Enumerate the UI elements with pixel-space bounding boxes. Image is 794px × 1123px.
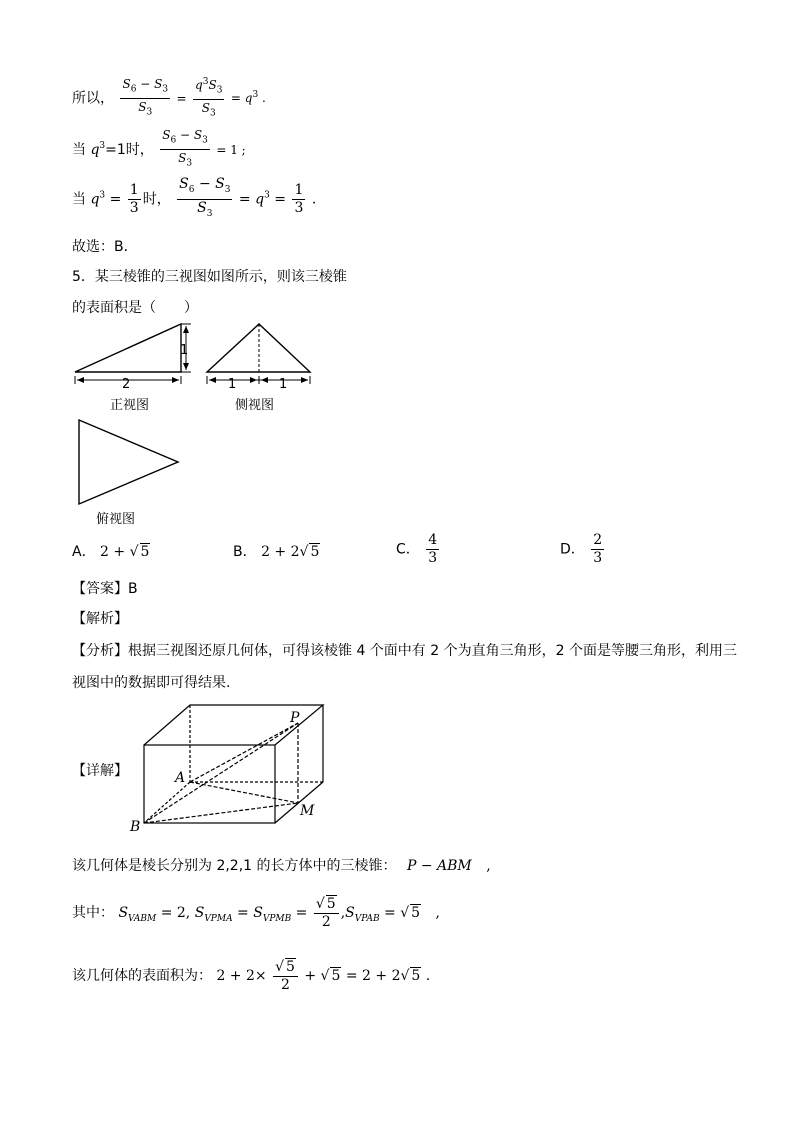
answer-line: 【答案】B: [72, 581, 138, 597]
side-view-label: 侧视图: [235, 398, 275, 413]
three-view-figure: [60, 318, 330, 533]
option-a-letter: A．: [72, 544, 96, 560]
solution-line-c-text: 该几何体的表面积为：: [72, 968, 212, 984]
fraction: $\frac{1}{3}$: [294, 181, 304, 216]
option-b-text: 2 + 2: [261, 544, 300, 560]
solution-line-a: 该几何体是棱长分别为 2,2,1 的长方体中的三棱锥： P − ABM ,: [72, 858, 491, 874]
side-left-label: 1: [228, 377, 237, 392]
option-a-text: 2 +: [100, 544, 130, 560]
fraction: $\frac{S_6 - S_3}{S_3}$: [122, 76, 169, 118]
line-case-1-mid: =1时，: [105, 141, 154, 158]
vertex-label-a: A: [175, 770, 186, 786]
solution-line-c: 该几何体的表面积为： 2 + 2× $\frac{√ 5}{2}$ + √ 5 = 2 + 2√ 5 .: [72, 959, 431, 993]
option-d-numerator: 2: [593, 532, 603, 548]
line-so: 所以， $\frac{S_6 - S_3}{S_3}$ = $\frac{q^3S_3}{S_3}$ = $q^3$ .: [72, 74, 266, 123]
solution-line-b-text: 其中：: [72, 905, 114, 921]
top-view: [79, 420, 178, 504]
solution-line-a-text: 该几何体是棱长分别为 2,2,1 的长方体中的三棱锥：: [72, 858, 397, 874]
line-case-2-mid: 时，: [142, 191, 171, 208]
fraction: $\frac{√ 5}{2}$: [314, 895, 339, 931]
vertex-label-m: M: [300, 803, 315, 819]
option-c-numerator: 4: [428, 532, 438, 548]
vertex-label-b: B: [130, 819, 141, 835]
side-right-label: 1: [279, 377, 288, 392]
fraction: $\frac{S_6 - S_3}{S_3}$: [179, 176, 231, 219]
line-case-1-prefix: 当: [72, 141, 86, 158]
fraction: $\frac{q^3S_3}{S_3}$: [193, 74, 224, 123]
option-d[interactable]: [560, 532, 606, 567]
fraction: $\frac{√ 5}{2}$: [273, 958, 298, 994]
line-case-2: 当 $q^3$ = $\frac{1}{3}$ 时， $\frac{S_6 - S_3}{S_3}$ = $q^3$ = $\frac{1}{3}$ .: [72, 176, 316, 223]
option-d-denominator: 3: [593, 550, 603, 566]
top-view-label: 俯视图: [96, 512, 136, 527]
line-case-1: 当 $q^3=1$时， $\frac{S_6 - S_3}{S_3}$ = 1 ;: [72, 127, 246, 173]
solution-line-a-expr: P − ABM: [406, 858, 472, 874]
option-d-fraction: [591, 532, 604, 567]
option-c-fraction: [426, 532, 439, 567]
cuboid-figure: [125, 700, 340, 835]
line-so-prefix: 所以，: [72, 90, 114, 107]
fraction: $\frac{S_6 - S_3}{S_3}$: [162, 128, 208, 169]
vertex-label-p: P: [290, 710, 300, 726]
option-b-letter: B．: [233, 544, 257, 560]
analysis-line-1: 【分析】根据三视图还原几何体，可得该棱锥 4 个面中有 2 个为直角三角形，2 个面是等腰三角形，利用三: [72, 643, 737, 659]
front-width-label: 2: [122, 377, 131, 392]
option-c-letter: C．: [396, 541, 420, 558]
line-case-2-prefix: 当: [72, 191, 86, 208]
analysis-line-2: 视图中的数据即可得结果.: [72, 675, 231, 691]
option-a[interactable]: A． 2 + √ 5: [72, 544, 150, 560]
option-d-letter: D．: [560, 541, 585, 558]
option-b[interactable]: B． 2 + 2√ 5: [233, 544, 320, 560]
question-stem: 5．某三棱锥的三视图如图所示，则该三棱锥: [72, 269, 347, 285]
side-view: [207, 324, 310, 384]
option-c-denominator: 3: [428, 550, 438, 566]
fraction: $\frac{1}{3}$: [129, 181, 139, 216]
front-view-label: 正视图: [110, 398, 150, 413]
choice-line: 故选：B．: [72, 239, 138, 255]
question-stem-line2: 的表面积是（ ）: [72, 300, 198, 316]
detail-head: 【详解】: [72, 763, 128, 779]
front-height-label: 1: [180, 343, 189, 358]
solution-line-b: 其中： $S_{VABM} = 2$, $S_{VPMA} = S_{VPMB}$ = $\frac{√ 5}{2}$ $,S_{VPAB}$ = √ 5 ,: [72, 896, 440, 930]
option-c[interactable]: [396, 532, 441, 567]
front-view: [75, 324, 191, 384]
analysis-head: 【解析】: [72, 611, 128, 627]
